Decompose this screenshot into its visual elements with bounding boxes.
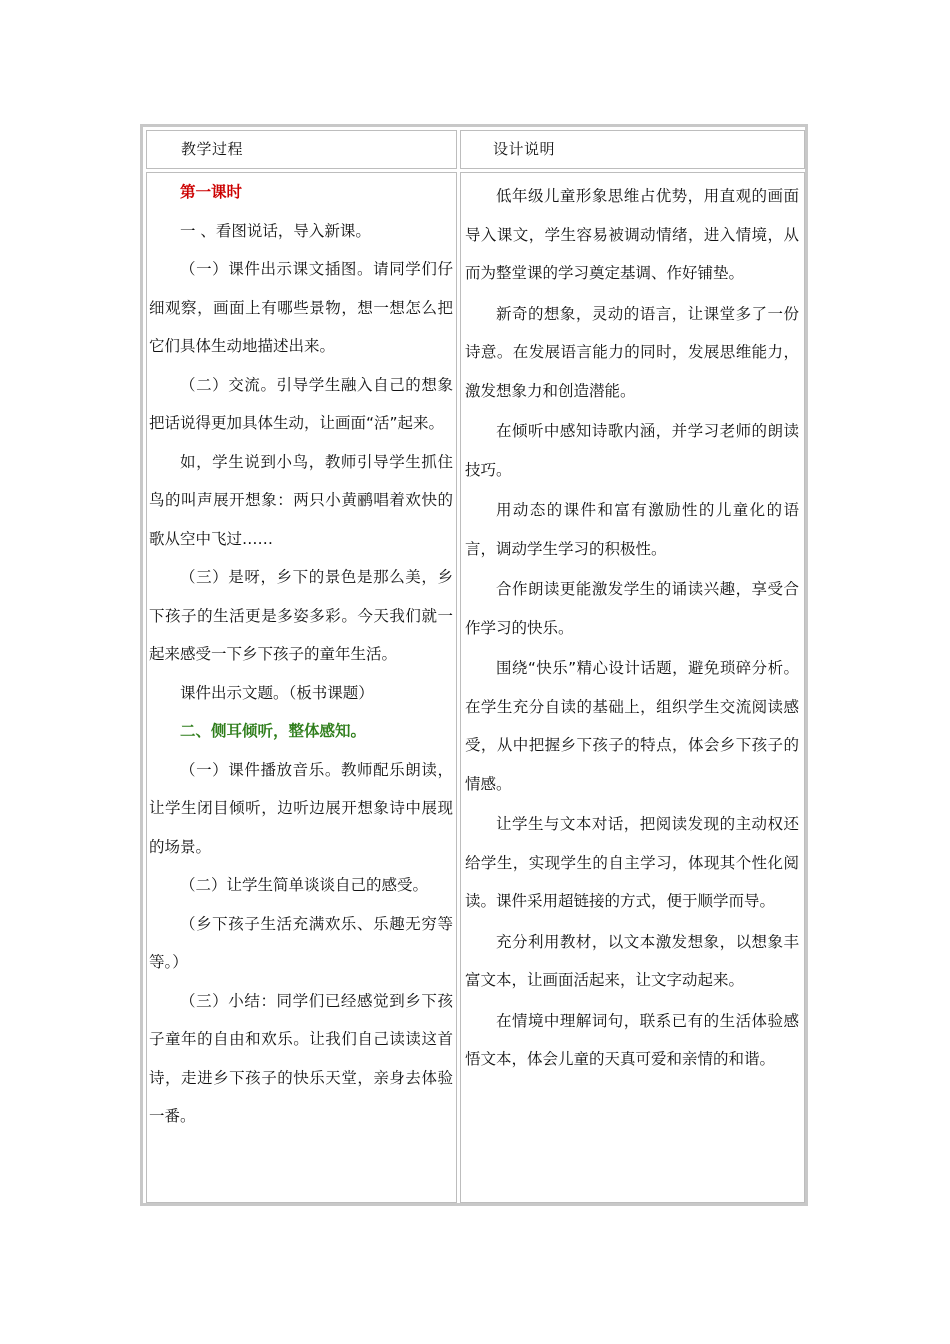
design-note: 用动态的课件和富有激励性的儿童化的语言，调动学生学习的积极性。 — [465, 501, 799, 558]
paragraph: （三）小结：同学们已经感觉到乡下孩子童年的自由和欢乐。让我们自己读读这首诗，走进乡下孩子的快乐天堂，亲身去体验一番。 — [149, 991, 453, 1125]
design-note: 新奇的想象，灵动的语言，让课堂多了一份诗意。在发展语言能力的同时，发展思维能力，激发想象力和创造潜能。 — [465, 304, 799, 400]
paragraph: （二）交流。引导学生融入自己的想象把话说得更加具体生动，让画面“活”起来。 — [149, 375, 453, 432]
design-note: 围绕“快乐”精心设计话题，避免琐碎分析。在学生充分自读的基础上，组织学生交流阅读感受，从中把握乡下孩子的特点，体会乡下孩子的情感。 — [465, 659, 799, 793]
header-teaching-process: 教学过程 — [181, 140, 244, 158]
design-note: 在情境中理解词句，联系已有的生活体验感悟文本，体会儿童的天真可爱和亲情的和谐。 — [465, 1011, 799, 1068]
design-note: 让学生与文本对话，把阅读发现的主动权还给学生，实现学生的自主学习，体现其个性化阅读。课件采用超链接的方式，便于顺学而导。 — [465, 815, 799, 910]
paragraph: （一）课件出示课文插图。请同学们仔细观察，画面上有哪些景物，想一想怎么把它们具体生动地描述出来。 — [149, 260, 453, 355]
step1-title: 一 、看图说话，导入新课。 — [180, 221, 371, 240]
design-note: 在倾听中感知诗歌内涵，并学习老师的朗读技巧。 — [465, 422, 799, 479]
paragraph: 课件出示文题。（板书课题） — [180, 683, 374, 702]
design-notes-cell — [460, 172, 805, 1203]
paragraph: （三）是呀，乡下的景色是那么美，乡下孩子的生活更是多姿多彩。今天我们就一起来感受一下乡下孩子的童年生活。 — [149, 568, 453, 663]
design-note: 充分利用教材，以文本激发想象，以想象丰富文本，让画面活起来，让文字动起来。 — [465, 932, 799, 989]
header-design-notes: 设计说明 — [493, 140, 556, 158]
step2-title: 二、侧耳倾听，整体感知。 — [180, 722, 367, 740]
teaching-process-text — [149, 173, 453, 1136]
paragraph: （二）让学生简单谈谈自己的感受。 — [180, 876, 429, 894]
design-note: 低年级儿童形象思维占优势，用直观的画面导入课文，学生容易被调动情绪，进入情境，从而为整堂课的学习奠定基调、作好铺垫。 — [465, 187, 799, 282]
design-notes-text — [465, 177, 799, 1081]
design-note: 合作朗读更能激发学生的诵读兴趣，享受合作学习的快乐。 — [465, 580, 799, 637]
section-title-first-lesson: 第一课时 — [180, 183, 243, 201]
teaching-process-cell — [146, 172, 457, 1203]
paragraph: 如，学生说到小鸟，教师引导学生抓住鸟的叫声展开想象：两只小黄鹂唱着欢快的歌从空中飞过…… — [149, 452, 453, 548]
header-cell-teaching-process — [146, 130, 457, 169]
paragraph: （一）课件播放音乐。教师配乐朗读，让学生闭目倾听，边听边展开想象诗中展现的场景。 — [149, 760, 453, 856]
lesson-plan-table — [140, 124, 808, 1206]
paragraph: （乡下孩子生活充满欢乐、乐趣无穷等等。） — [149, 914, 453, 971]
header-cell-design-notes — [460, 130, 805, 169]
